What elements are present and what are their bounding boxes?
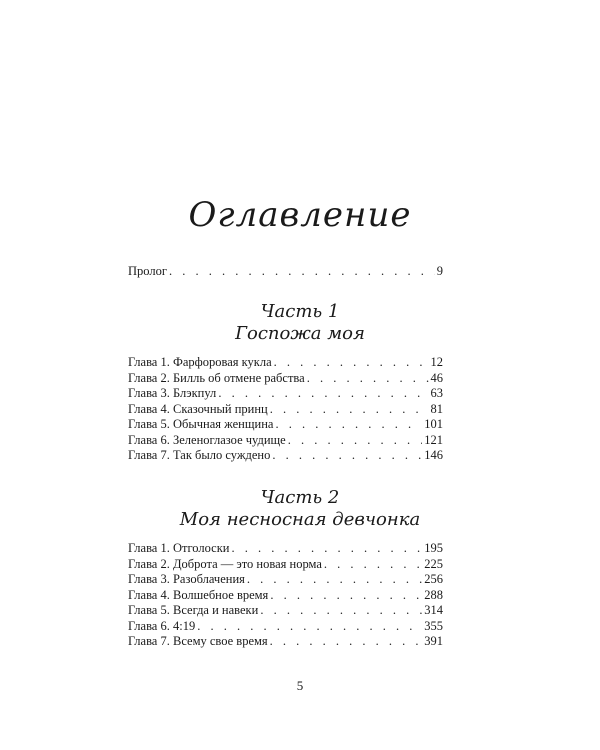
part-1-heading: [0, 301, 600, 345]
dot-leader: [274, 355, 429, 371]
dot-leader: [324, 557, 422, 573]
entry-page: 195: [424, 541, 443, 555]
dot-leader: [307, 371, 429, 387]
toc-row: [128, 448, 443, 464]
dot-leader: [288, 433, 423, 449]
entry-page: 146: [424, 448, 443, 462]
part-2-chapter-list: [128, 541, 443, 650]
entry-page: 314: [424, 603, 443, 617]
toc-row: [128, 619, 443, 635]
entry-label: Глава 5. Обычная женщина: [128, 417, 274, 431]
entry-page: 63: [430, 386, 443, 400]
dot-leader: [247, 572, 422, 588]
entry-page: 46: [430, 370, 443, 385]
entry-label: Глава 4. Волшебное время: [128, 587, 269, 602]
part-1-chapter-list: [128, 355, 443, 464]
entry-label: Глава 6. Зеленоглазое чудище: [128, 432, 286, 447]
entry-page: 101: [424, 417, 443, 431]
part-2-heading: [0, 487, 600, 531]
part-number: Часть 1: [260, 301, 340, 322]
entry-page: 121: [424, 432, 443, 447]
entry-label: Глава 3. Разоблачения: [128, 572, 245, 586]
page-number: 5: [296, 678, 304, 693]
part-name: Госпожа моя: [235, 323, 365, 344]
toc-row: [128, 264, 443, 280]
dot-leader: [260, 603, 422, 619]
toc-row: [128, 634, 443, 650]
dot-leader: [218, 386, 428, 402]
entry-page: 225: [424, 556, 443, 571]
entry-label: Глава 7. Так было суждено: [128, 448, 271, 462]
dot-leader: [270, 588, 422, 604]
entry-label: Глава 6. 4:19: [128, 618, 196, 633]
dot-leader: [270, 402, 429, 418]
dot-leader: [270, 634, 423, 650]
part-name: Моя несносная девчонка: [179, 509, 421, 530]
entry-label: Глава 1. Отголоски: [128, 541, 230, 555]
toc-row: [128, 371, 443, 387]
part-number: Часть 2: [260, 487, 340, 508]
entry-label: Глава 2. Доброта — это новая норма: [128, 556, 322, 571]
entry-page: 9: [436, 264, 443, 278]
entry-page: 12: [430, 355, 443, 369]
dot-leader: [231, 541, 422, 557]
toc-row: [128, 541, 443, 557]
toc-row: [128, 433, 443, 449]
entry-label: Глава 7. Всему свое время: [128, 634, 268, 648]
toc-row: [128, 557, 443, 573]
entry-label: Глава 4. Сказочный принц: [128, 401, 268, 416]
dot-leader: [275, 417, 422, 433]
entry-label: Глава 3. Блэкпул: [128, 386, 217, 400]
toc-row: [128, 588, 443, 604]
entry-label: Глава 5. Всегда и навеки: [128, 603, 259, 617]
entry-page: 288: [424, 587, 443, 602]
dot-leader: [272, 448, 422, 464]
dot-leader: [169, 264, 435, 280]
prologue-entry: [128, 264, 443, 280]
entry-page: 355: [424, 618, 443, 633]
toc-title: Оглавление: [188, 195, 412, 235]
toc-row: [128, 603, 443, 619]
entry-page: 81: [430, 401, 443, 416]
toc-row: [128, 402, 443, 418]
entry-page: 256: [424, 572, 443, 586]
entry-label: Пролог: [128, 264, 167, 278]
entry-label: Глава 1. Фарфоровая кукла: [128, 355, 272, 369]
entry-label: Глава 2. Билль об отмене рабства: [128, 370, 305, 385]
dot-leader: [197, 619, 422, 635]
toc-row: [128, 417, 443, 433]
toc-row: [128, 572, 443, 588]
entry-page: 391: [424, 634, 443, 648]
toc-row: [128, 386, 443, 402]
toc-row: [128, 355, 443, 371]
